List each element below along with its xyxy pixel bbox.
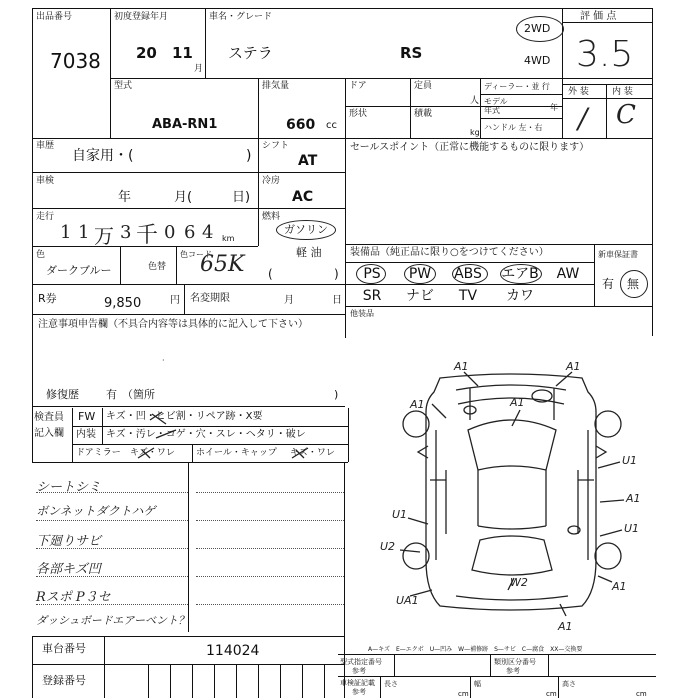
transfer-month: 月 <box>284 295 294 306</box>
listing-no-label: 出品番号 <box>36 12 73 22</box>
equip-navi: ナビ <box>406 288 434 304</box>
place-close: ) <box>334 388 339 401</box>
car-grade: RS <box>400 44 423 62</box>
ac-value: AC <box>292 189 314 205</box>
warranty-yes: 有 <box>602 277 615 291</box>
wheel-text: キズ・ワレ <box>290 448 335 458</box>
mark-ua1-rear-left: UA1 <box>396 594 419 607</box>
color-code-close: ) <box>334 267 339 281</box>
repair-label: 修復歴 <box>46 388 79 401</box>
exterior-score: / <box>578 102 588 135</box>
shift-value: AT <box>298 153 318 169</box>
inspection-form-label: 車検証記載 <box>340 679 375 687</box>
mark-a1-hood: A1 <box>510 396 525 409</box>
equipment-label: 装備品（純正品に限り○をつけてください） <box>350 247 549 258</box>
history-value: 自家用・( <box>72 148 134 164</box>
load-unit: kg <box>470 128 480 137</box>
transfer-label: 名変期限 <box>190 293 230 304</box>
inspection-form-ref: 参考 <box>352 688 366 696</box>
first-reg-year: 20 <box>136 44 157 62</box>
class-label: 類別区分番号 <box>494 658 536 666</box>
mark-u1-left: U1 <box>392 508 408 521</box>
wheel-label: ホイール・キャップ <box>196 448 277 458</box>
equip-sr: SR <box>362 288 382 304</box>
mileage-d2: 1 <box>78 222 90 243</box>
mark-w2-rear: W2 <box>510 576 528 589</box>
chassis-value: 114024 <box>206 643 260 659</box>
dealer-label: ディーラー・並 行 <box>484 82 550 91</box>
type-value: ABA-RN1 <box>152 117 218 132</box>
type-cert-ref: 参考 <box>352 667 366 675</box>
fuel-label: 燃料 <box>262 212 281 222</box>
interior-label: 内 装 <box>612 87 633 97</box>
drive-4wd: 4WD <box>524 54 551 67</box>
overall-score: 3.5 <box>576 34 634 75</box>
model-year-label: モデル年式 <box>484 97 508 115</box>
disp-value: 660 <box>286 117 316 133</box>
mileage-d1: 1 <box>60 222 72 243</box>
remark-3: 下廻りサビ <box>36 534 102 549</box>
other-equip-label: 他装品 <box>350 309 374 318</box>
repair-value: 有 <box>106 388 117 401</box>
ac-label: 冷房 <box>262 176 281 186</box>
mirror-text: キズ・ワレ <box>130 448 175 458</box>
mark-a1-tail: A1 <box>558 620 573 633</box>
fuel-alt: 軽 油 <box>296 246 322 259</box>
handle-label: ハンドル 左・右 <box>484 123 543 132</box>
inspector-label-2: 記入欄 <box>34 428 64 439</box>
capacity-label: 定員 <box>414 81 433 91</box>
length-label: 長さ <box>384 680 398 688</box>
inspection-day: 日) <box>232 190 251 205</box>
remark-2: ボンネットダクトハゲ <box>36 504 156 518</box>
equip-abs: ABS <box>454 266 482 282</box>
type-label: 型式 <box>114 81 133 91</box>
fuel-value: ガソリン <box>284 223 328 236</box>
remark-4: 各部キズ凹 <box>36 562 101 577</box>
mileage-label: 走行 <box>36 212 55 222</box>
year-unit: 年 <box>550 103 558 112</box>
mark-a1-front-left: A1 <box>454 360 469 373</box>
exterior-label: 外 装 <box>568 87 589 97</box>
shape-label: 形状 <box>349 109 368 119</box>
recycle-unit: 円 <box>170 295 180 306</box>
sales-point-label: セールスポイント（正常に機能するものに限ります） <box>350 142 590 153</box>
mileage-unit: km <box>222 234 235 243</box>
mileage-d6: 4 <box>202 222 214 243</box>
door-label: ドア <box>349 81 367 91</box>
interior-defect-label: 内装 <box>76 429 96 440</box>
transfer-day: 日 <box>332 295 342 306</box>
reg-label: 登録番号 <box>42 674 86 687</box>
damage-legend: A—キズ E—エクボ U—凹み W—補修跡 S—サビ C—腐食 XX—交換要 <box>368 646 583 653</box>
equip-tv: TV <box>458 288 478 304</box>
class-ref: 参考 <box>506 667 520 675</box>
note-mark: · <box>162 356 165 365</box>
history-label: 車歴 <box>36 141 55 151</box>
height-cm: cm <box>636 690 647 698</box>
color-code-value: 65K <box>200 252 245 277</box>
fw-text: キズ・凹・ヒビ割・リペア跡・X要 <box>106 411 263 422</box>
mirror-label: ドアミラー <box>76 448 121 458</box>
history-close: ) <box>246 148 252 164</box>
notes-label: 注意事項申告欄（不具合内容等は具体的に記入して下さい） <box>38 319 308 330</box>
remark-6: ダッシュボードエアーベント？ <box>36 614 190 627</box>
warranty-label: 新車保証書 <box>598 250 638 259</box>
fw-label: FW <box>78 410 96 423</box>
inspection-month: 月( <box>174 190 193 205</box>
listing-no: 7038 <box>50 49 101 73</box>
mileage-sen: 千 <box>136 223 159 248</box>
disp-unit: cc <box>326 120 337 131</box>
equip-pw: PW <box>408 266 432 282</box>
mark-a1-right-door: A1 <box>626 492 641 505</box>
color-change-label: 色替 <box>148 262 167 272</box>
mark-u1-right-rear: U1 <box>624 522 640 535</box>
mark-a1-rear-right: A1 <box>612 580 627 593</box>
rating-label: 評 価 点 <box>580 11 617 22</box>
mileage-d5: 6 <box>184 222 196 243</box>
remark-5: Rスポ P３セ <box>36 590 111 605</box>
capacity-unit: 人 <box>470 96 480 106</box>
height-label: 高さ <box>562 680 576 688</box>
inspector-label-1: 検査員 <box>34 412 64 423</box>
model-label: 車名・グレード <box>209 12 273 22</box>
equip-aw: AW <box>556 266 580 282</box>
mark-u1-right-front: U1 <box>622 454 638 467</box>
disp-label: 排気量 <box>262 81 290 91</box>
equip-leather: カワ <box>506 288 534 304</box>
mileage-d4: 0 <box>164 222 176 243</box>
width-label: 幅 <box>474 680 481 688</box>
chassis-label: 車台番号 <box>42 642 86 655</box>
mileage-d3: 3 <box>120 222 132 243</box>
inspection-label: 車検 <box>36 176 55 186</box>
equip-ps: PS <box>363 266 381 282</box>
inspection-year: 年 <box>118 190 132 205</box>
length-cm: cm <box>458 690 469 698</box>
color-code-label: 色コード <box>180 250 212 259</box>
first-reg-label: 初度登録年月 <box>114 12 169 22</box>
warranty-no: 無 <box>627 277 640 291</box>
drive-2wd: 2WD <box>524 22 551 35</box>
width-cm: cm <box>546 690 557 698</box>
color-label: 色 <box>36 250 46 260</box>
color-code-open: ( <box>268 267 273 281</box>
recycle-value: 9,850 <box>104 296 142 311</box>
first-reg-month: 11 <box>172 44 193 62</box>
color-value: ダークブルー <box>46 264 112 277</box>
interior-score: C <box>616 100 636 130</box>
recycle-label: R券 <box>38 292 57 305</box>
mark-a1-front-right: A1 <box>566 360 581 373</box>
place-label: （箇所 <box>122 388 155 401</box>
equip-airbag: エアB <box>501 266 539 282</box>
interior-defect-text: キズ・汚レ・コゲ・穴・スレ・ヘタリ・破レ <box>106 429 306 440</box>
remark-1: シートシミ <box>36 480 102 495</box>
type-cert-label: 型式指定番号 <box>340 658 382 666</box>
shift-label: シフト <box>262 141 290 151</box>
car-name: ステラ <box>228 44 273 62</box>
month-unit: 月 <box>194 64 204 74</box>
mark-a1-fender-left: A1 <box>410 398 425 411</box>
mileage-man: 万 <box>94 224 114 248</box>
load-label: 積載 <box>414 109 433 119</box>
mark-u2-left: U2 <box>380 540 396 553</box>
